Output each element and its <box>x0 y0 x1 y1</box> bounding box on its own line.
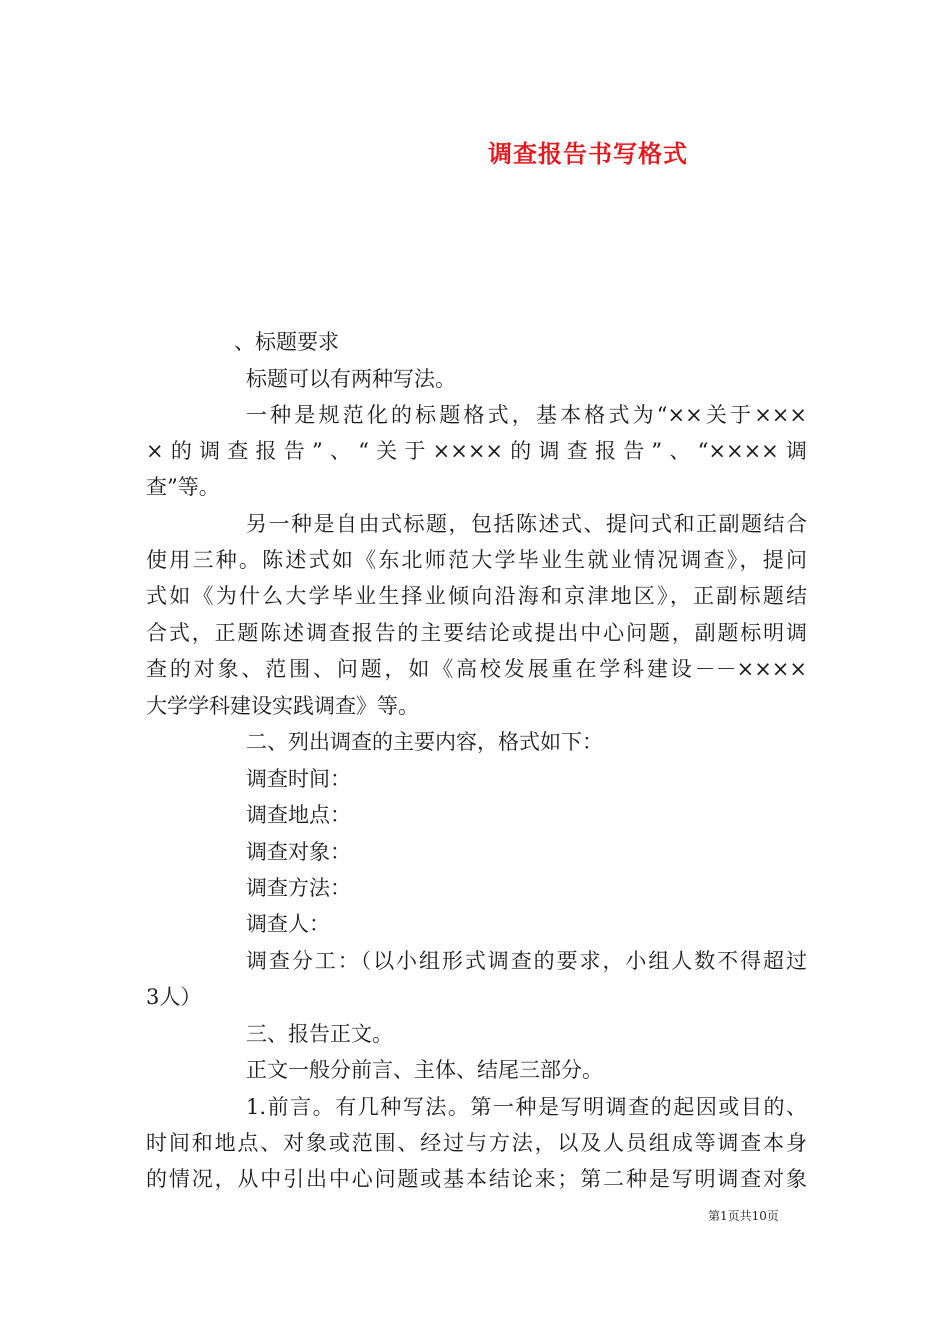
field-division-of-labor: 调查分工：（以小组形式调查的要求，小组人数不得超过 <box>246 949 807 973</box>
paragraph-line: 标题可以有两种写法。 <box>246 367 456 391</box>
field-survey-location: 调查地点： <box>246 803 351 827</box>
section-heading-report-body: 三、报告正文。 <box>246 1022 393 1046</box>
paragraph-line: 1.前言。有几种写法。第一种是写明调查的起因或目的、 <box>246 1095 807 1119</box>
paragraph-line: 一种是规范化的标题格式，基本格式为“××关于××× <box>246 403 807 427</box>
paragraph-line: 的情况，从中引出中心问题或基本结论来；第二种是写明调查对象 <box>146 1167 807 1191</box>
field-survey-subject: 调查对象： <box>246 840 351 864</box>
paragraph-line: ×的调查报告”、“关于××××的调查报告”、“××××调 <box>146 439 807 463</box>
section-heading-main-content: 二、列出调查的主要内容，格式如下： <box>246 730 603 754</box>
field-surveyor: 调查人： <box>246 912 330 936</box>
paragraph-line: 使用三种。陈述式如《东北师范大学毕业生就业情况调查》，提问 <box>146 548 807 572</box>
field-survey-time: 调查时间： <box>246 767 351 791</box>
paragraph-line: 式如《为什么大学毕业生择业倾向沿海和京津地区》，正副标题结 <box>146 584 807 608</box>
paragraph-line: 3人） <box>146 985 202 1009</box>
section-heading-title-requirements: 、标题要求 <box>234 330 339 354</box>
document-title: 调查报告书写格式 <box>488 139 688 168</box>
paragraph-line: 正文一般分前言、主体、结尾三部分。 <box>246 1058 603 1082</box>
field-survey-method: 调查方法： <box>246 876 351 900</box>
paragraph-line: 查的对象、范围、问题，如《高校发展重在学科建设－－×××× <box>146 657 807 681</box>
paragraph-line: 另一种是自由式标题，包括陈述式、提问式和正副题结合 <box>246 512 807 536</box>
page-number-footer: 第1页共10页 <box>708 1209 779 1223</box>
paragraph-line: 时间和地点、对象或范围、经过与方法，以及人员组成等调查本身 <box>146 1131 807 1155</box>
paragraph-line: 合式，正题陈述调查报告的主要结论或提出中心问题，副题标明调 <box>146 621 807 645</box>
paragraph-line: 大学学科建设实践调查》等。 <box>146 694 419 718</box>
paragraph-line: 查”等。 <box>146 475 220 499</box>
